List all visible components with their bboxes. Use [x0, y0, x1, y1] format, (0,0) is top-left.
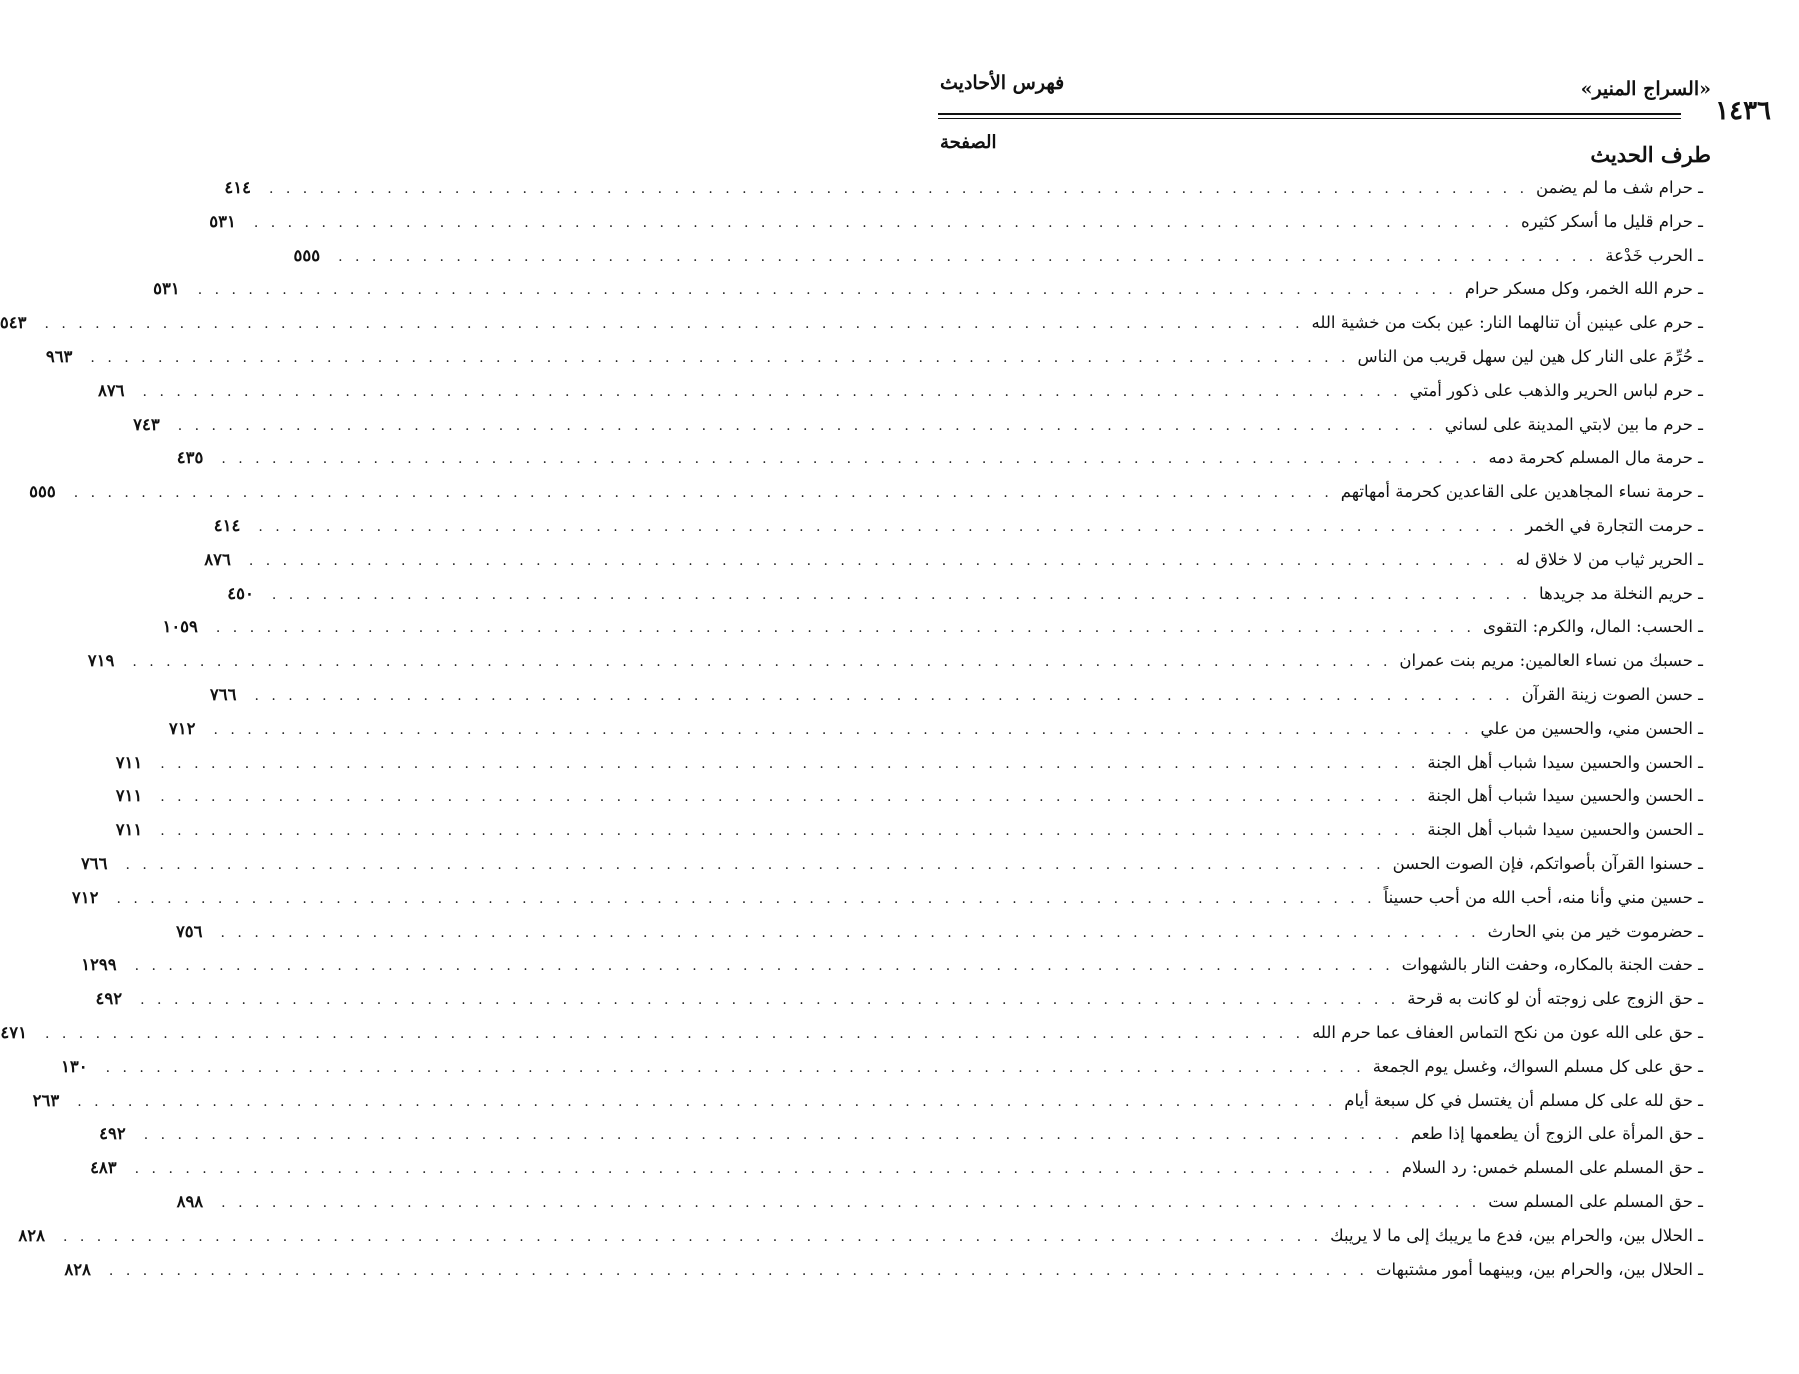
dot-leader: . . . . . . . . . . . . . . . . . . . . . . . . . . . . . . . . . . . . . . . . . . . . . . . . . . . . . . . . . . . . . . . . . . . . . . . . . . . [160, 789, 1420, 806]
page-reference: ٥٣١ [153, 279, 180, 299]
hadith-incipit: ـ حضرموت خير من بني الحارث [1487, 921, 1703, 941]
page-reference: ١٣٠ [61, 1056, 88, 1076]
index-entry [61, 1056, 1703, 1091]
dot-leader: . . . . . . . . . . . . . . . . . . . . . . . . . . . . . . . . . . . . . . . . . . . . . . . . . . . . . . . . . . . . . . . . . . . . . . . . . . . [142, 383, 1402, 400]
hadith-incipit: ـ حرمت التجارة في الخمر [1525, 515, 1703, 535]
page-reference: ٤٨٣ [90, 1158, 117, 1178]
page-reference: ٥٣١ [209, 211, 236, 231]
page-reference: ١٢٩٩ [81, 955, 117, 975]
page-reference: ٨٩٨ [176, 1191, 204, 1211]
index-entry [209, 211, 1703, 246]
index-entry [95, 989, 1703, 1023]
header-rule-thin [938, 118, 1681, 119]
hadith-incipit: ـ حرام شف ما لم يضمن [1536, 178, 1703, 197]
page-reference: ١٠٥٩ [162, 617, 198, 637]
dot-leader: . . . . . . . . . . . . . . . . . . . . . . . . . . . . . . . . . . . . . . . . . . . . . . . . . . . . . . . . . . . . . . . . . . . . . . . . . . . [221, 451, 1481, 468]
dot-leader: . . . . . . . . . . . . . . . . . . . . . . . . . . . . . . . . . . . . . . . . . . . . . . . . . . . . . . . . . . . . . . . . . . . . . . . . . . . [268, 181, 1529, 197]
running-header-section-title: فهرس الأحاديث [940, 72, 1065, 94]
page-reference: ٥٥٥ [293, 245, 321, 265]
index-entry [80, 853, 1703, 888]
hadith-incipit: ـ حق الزوج على زوجته أن لو كانت به قرحة [1407, 989, 1703, 1009]
dot-leader: . . . . . . . . . . . . . . . . . . . . . . . . . . . . . . . . . . . . . . . . . . . . . . . . . . . . . . . . . . . . . . . . . . . . . . . . . . . [338, 248, 1598, 265]
index-entry [18, 1225, 1703, 1260]
dot-leader: . . . . . . . . . . . . . . . . . . . . . . . . . . . . . . . . . . . . . . . . . . . . . . . . . . . . . . . . . . . . . . . . . . . . . . . . . . . [197, 282, 1457, 299]
hadith-index-list [0, 178, 1703, 1293]
hadith-incipit: ـ حق على الله عون من نكح التماس العفاف عما حرم الله [1312, 1022, 1703, 1042]
hadith-incipit: ـ الحسن مني، والحسين من علي [1480, 718, 1703, 738]
dot-leader: . . . . . . . . . . . . . . . . . . . . . . . . . . . . . . . . . . . . . . . . . . . . . . . . . . . . . . . . . . . . . . . . . . . . . . . . . . . [90, 349, 1350, 366]
index-entry [64, 1259, 1703, 1294]
hadith-incipit: ـ حرم على عينين أن تنالهما النار: عين بكت من خشية الله [1311, 313, 1703, 333]
index-entry [175, 921, 1703, 956]
page-reference: ٧٥٦ [175, 921, 203, 941]
hadith-incipit: ـ حسبك من نساء العالمين: مريم بنت عمران [1399, 651, 1703, 671]
index-entry [293, 245, 1703, 280]
page-reference: ٧١١ [115, 820, 143, 840]
index-entry [176, 448, 1703, 482]
hadith-incipit: ـ حرم ما بين لابتي المدينة على لساني [1444, 414, 1703, 434]
dot-leader: . . . . . . . . . . . . . . . . . . . . . . . . . . . . . . . . . . . . . . . . . . . . . . . . . . . . . . . . . . . . . . . . . . . . . . . . . . . [143, 1127, 1403, 1144]
page-reference: ٤٩٢ [99, 1124, 126, 1144]
index-entry [99, 1124, 1703, 1158]
hadith-incipit: ـ الحسب: المال، والكرم: التقوى [1483, 617, 1703, 637]
index-entry [0, 313, 1703, 347]
dot-leader: . . . . . . . . . . . . . . . . . . . . . . . . . . . . . . . . . . . . . . . . . . . . . . . . . . . . . . . . . . . . . . . . . . . . . . . . . . . [116, 890, 1376, 907]
column-heading-page: الصفحة [940, 132, 997, 153]
index-entry [81, 955, 1703, 989]
dot-leader: . . . . . . . . . . . . . . . . . . . . . . . . . . . . . . . . . . . . . . . . . . . . . . . . . . . . . . . . . . . . . . . . . . . . . . . . . . . [134, 1161, 1394, 1178]
hadith-incipit: ـ الحلال بين، والحرام بين، فدع ما يريبك إلى ما لا يريبك [1330, 1225, 1703, 1245]
dot-leader: . . . . . . . . . . . . . . . . . . . . . . . . . . . . . . . . . . . . . . . . . . . . . . . . . . . . . . . . . . . . . . . . . . . . . . . . . . . [253, 214, 1513, 231]
hadith-incipit: ـ حق على كل مسلم السواك، وغسل يوم الجمعة [1372, 1056, 1703, 1076]
index-entry [90, 1158, 1703, 1192]
index-entry [209, 684, 1703, 719]
index-entry [176, 1191, 1703, 1226]
page-reference: ٤١٤ [224, 178, 251, 197]
hadith-incipit: ـ حق المرأة على الزوج أن يطعمها إذا طعم [1410, 1124, 1703, 1144]
index-entry [29, 482, 1703, 516]
index-entry [115, 752, 1703, 787]
hadith-incipit: ـ حريم النخلة مد جريدها [1538, 583, 1703, 603]
dot-leader: . . . . . . . . . . . . . . . . . . . . . . . . . . . . . . . . . . . . . . . . . . . . . . . . . . . . . . . . . . . . . . . . . . . . . . . . . . . [125, 856, 1385, 873]
page-reference: ٩٦٣ [45, 346, 73, 366]
dot-leader: . . . . . . . . . . . . . . . . . . . . . . . . . . . . . . . . . . . . . . . . . . . . . . . . . . . . . . . . . . . . . . . . . . . . . . . . . . . [44, 1025, 1305, 1042]
page-reference: ٧٦٦ [209, 684, 237, 704]
hadith-incipit: ـ حسين مني وأنا منه، أحب الله من أحب حسيناً [1383, 887, 1703, 907]
index-entry [213, 515, 1703, 550]
hadith-incipit: ـ حرام قليل ما أسكر كثيره [1520, 211, 1703, 231]
hadith-incipit: ـ حُرِّمَ على النار كل هين لين سهل قريب من الناس [1357, 346, 1703, 366]
hadith-incipit: ـ حفت الجنة بالمكاره، وحفت النار بالشهوات [1401, 955, 1703, 975]
dot-leader: . . . . . . . . . . . . . . . . . . . . . . . . . . . . . . . . . . . . . . . . . . . . . . . . . . . . . . . . . . . . . . . . . . . . . . . . . . . [248, 552, 1508, 569]
hadith-incipit: ـ حسن الصوت زينة القرآن [1521, 684, 1703, 704]
page-reference: ٨٢٨ [64, 1259, 91, 1279]
index-entry [133, 414, 1703, 449]
index-entry [162, 617, 1703, 651]
hadith-incipit: ـ حرم الله الخمر، وكل مسكر حرام [1464, 279, 1703, 299]
page-reference: ٧٤٣ [133, 414, 160, 434]
index-entry [168, 718, 1703, 753]
index-entry [0, 1022, 1703, 1057]
dot-leader: . . . . . . . . . . . . . . . . . . . . . . . . . . . . . . . . . . . . . . . . . . . . . . . . . . . . . . . . . . . . . . . . . . . . . . . . . . . [140, 992, 1400, 1009]
dot-leader: . . . . . . . . . . . . . . . . . . . . . . . . . . . . . . . . . . . . . . . . . . . . . . . . . . . . . . . . . . . . . . . . . . . . . . . . . . . [221, 1194, 1481, 1211]
dot-leader: . . . . . . . . . . . . . . . . . . . . . . . . . . . . . . . . . . . . . . . . . . . . . . . . . . . . . . . . . . . . . . . . . . . . . . . . . . . [215, 620, 1475, 637]
page-number: ١٤٣٦ [1715, 96, 1771, 126]
dot-leader: . . . . . . . . . . . . . . . . . . . . . . . . . . . . . . . . . . . . . . . . . . . . . . . . . . . . . . . . . . . . . . . . . . . . . . . . . . . [220, 924, 1480, 941]
index-entry [204, 549, 1703, 584]
column-heading-entry: طرف الحديث [1590, 142, 1711, 167]
dot-leader: . . . . . . . . . . . . . . . . . . . . . . . . . . . . . . . . . . . . . . . . . . . . . . . . . . . . . . . . . . . . . . . . . . . . . . . . . . . [132, 654, 1392, 671]
page-reference: ٧١٩ [87, 651, 115, 671]
dot-leader: . . . . . . . . . . . . . . . . . . . . . . . . . . . . . . . . . . . . . . . . . . . . . . . . . . . . . . . . . . . . . . . . . . . . . . . . . . . [160, 823, 1420, 840]
dot-leader: . . . . . . . . . . . . . . . . . . . . . . . . . . . . . . . . . . . . . . . . . . . . . . . . . . . . . . . . . . . . . . . . . . . . . . . . . . . [160, 755, 1420, 772]
page-reference: ٧١٢ [168, 718, 196, 738]
page-reference: ٢٦٣ [32, 1090, 60, 1110]
hadith-incipit: ـ الحسن والحسين سيدا شباب أهل الجنة [1427, 752, 1703, 772]
index-entry [153, 279, 1703, 313]
dot-leader: . . . . . . . . . . . . . . . . . . . . . . . . . . . . . . . . . . . . . . . . . . . . . . . . . . . . . . . . . . . . . . . . . . . . . . . . . . . [258, 518, 1518, 535]
hadith-incipit: ـ الحرب خَدْعة [1605, 245, 1703, 265]
page-reference: ٤١٤ [213, 515, 241, 535]
index-entry [115, 786, 1703, 820]
dot-leader: . . . . . . . . . . . . . . . . . . . . . . . . . . . . . . . . . . . . . . . . . . . . . . . . . . . . . . . . . . . . . . . . . . . . . . . . . . . [254, 687, 1514, 704]
dot-leader: . . . . . . . . . . . . . . . . . . . . . . . . . . . . . . . . . . . . . . . . . . . . . . . . . . . . . . . . . . . . . . . . . . . . . . . . . . . [73, 485, 1333, 502]
dot-leader: . . . . . . . . . . . . . . . . . . . . . . . . . . . . . . . . . . . . . . . . . . . . . . . . . . . . . . . . . . . . . . . . . . . . . . . . . . . [134, 958, 1394, 975]
hadith-incipit: ـ الحسن والحسين سيدا شباب أهل الجنة [1427, 820, 1703, 840]
page-reference: ٥٥٥ [29, 482, 56, 502]
hadith-incipit: ـ حرمة مال المسلم كحرمة دمه [1488, 448, 1703, 468]
page-reference: ٤٥٠ [227, 583, 254, 603]
page-reference: ٨٧٦ [97, 380, 125, 400]
page-reference: ٧٦٦ [80, 853, 108, 873]
index-entry [71, 887, 1703, 922]
page-reference: ٨٢٨ [18, 1225, 45, 1245]
hadith-incipit: ـ الحرير ثياب من لا خلاق له [1515, 549, 1703, 569]
header-rule [938, 113, 1681, 115]
index-entry [87, 651, 1703, 685]
running-header-book-title: «السراج المنير» [1580, 78, 1711, 100]
index-entry [224, 178, 1703, 212]
index-entry [97, 380, 1703, 415]
hadith-incipit: ـ حق المسلم على المسلم خمس: رد السلام [1401, 1158, 1703, 1178]
dot-leader: . . . . . . . . . . . . . . . . . . . . . . . . . . . . . . . . . . . . . . . . . . . . . . . . . . . . . . . . . . . . . . . . . . . . . . . . . . . [77, 1093, 1337, 1110]
page-reference: ٤٩٢ [95, 989, 123, 1009]
dot-leader: . . . . . . . . . . . . . . . . . . . . . . . . . . . . . . . . . . . . . . . . . . . . . . . . . . . . . . . . . . . . . . . . . . . . . . . . . . . [105, 1059, 1365, 1076]
dot-leader: . . . . . . . . . . . . . . . . . . . . . . . . . . . . . . . . . . . . . . . . . . . . . . . . . . . . . . . . . . . . . . . . . . . . . . . . . . . [213, 721, 1473, 738]
page-reference: ٧١٢ [71, 887, 99, 907]
hadith-incipit: ـ حسنوا القرآن بأصواتكم، فإن الصوت الحسن [1392, 853, 1703, 873]
dot-leader: . . . . . . . . . . . . . . . . . . . . . . . . . . . . . . . . . . . . . . . . . . . . . . . . . . . . . . . . . . . . . . . . . . . . . . . . . . . [177, 417, 1437, 434]
page-reference: ٧١١ [115, 786, 143, 806]
dot-leader: . . . . . . . . . . . . . . . . . . . . . . . . . . . . . . . . . . . . . . . . . . . . . . . . . . . . . . . . . . . . . . . . . . . . . . . . . . . [62, 1228, 1323, 1245]
hadith-incipit: ـ حق المسلم على المسلم ست [1488, 1191, 1703, 1211]
dot-leader: . . . . . . . . . . . . . . . . . . . . . . . . . . . . . . . . . . . . . . . . . . . . . . . . . . . . . . . . . . . . . . . . . . . . . . . . . . . [271, 586, 1531, 603]
page-reference: ٨٧٦ [204, 549, 231, 569]
index-entry [32, 1090, 1703, 1125]
page-reference: ٧١١ [115, 752, 143, 772]
page-reference: ٤٧١ [0, 1022, 27, 1042]
index-entry [115, 820, 1703, 854]
index-entry [227, 583, 1703, 618]
index-entry [45, 346, 1703, 381]
dot-leader: . . . . . . . . . . . . . . . . . . . . . . . . . . . . . . . . . . . . . . . . . . . . . . . . . . . . . . . . . . . . . . . . . . . . . . . . . . . [108, 1262, 1369, 1279]
page-reference: ٥٤٣ [0, 313, 27, 333]
hadith-incipit: ـ الحلال بين، والحرام بين، وبينهما أمور مشتبهات [1376, 1259, 1703, 1279]
hadith-incipit: ـ الحسن والحسين سيدا شباب أهل الجنة [1427, 786, 1703, 806]
hadith-incipit: ـ حرم لباس الحرير والذهب على ذكور أمتي [1409, 380, 1703, 400]
hadith-incipit: ـ حق لله على كل مسلم أن يغتسل في كل سبعة أيام [1344, 1090, 1703, 1110]
hadith-incipit: ـ حرمة نساء المجاهدين على القاعدين كحرمة أمهاتهم [1340, 482, 1703, 502]
dot-leader: . . . . . . . . . . . . . . . . . . . . . . . . . . . . . . . . . . . . . . . . . . . . . . . . . . . . . . . . . . . . . . . . . . . . . . . . . . . [44, 316, 1304, 333]
page-reference: ٤٣٥ [176, 448, 204, 468]
